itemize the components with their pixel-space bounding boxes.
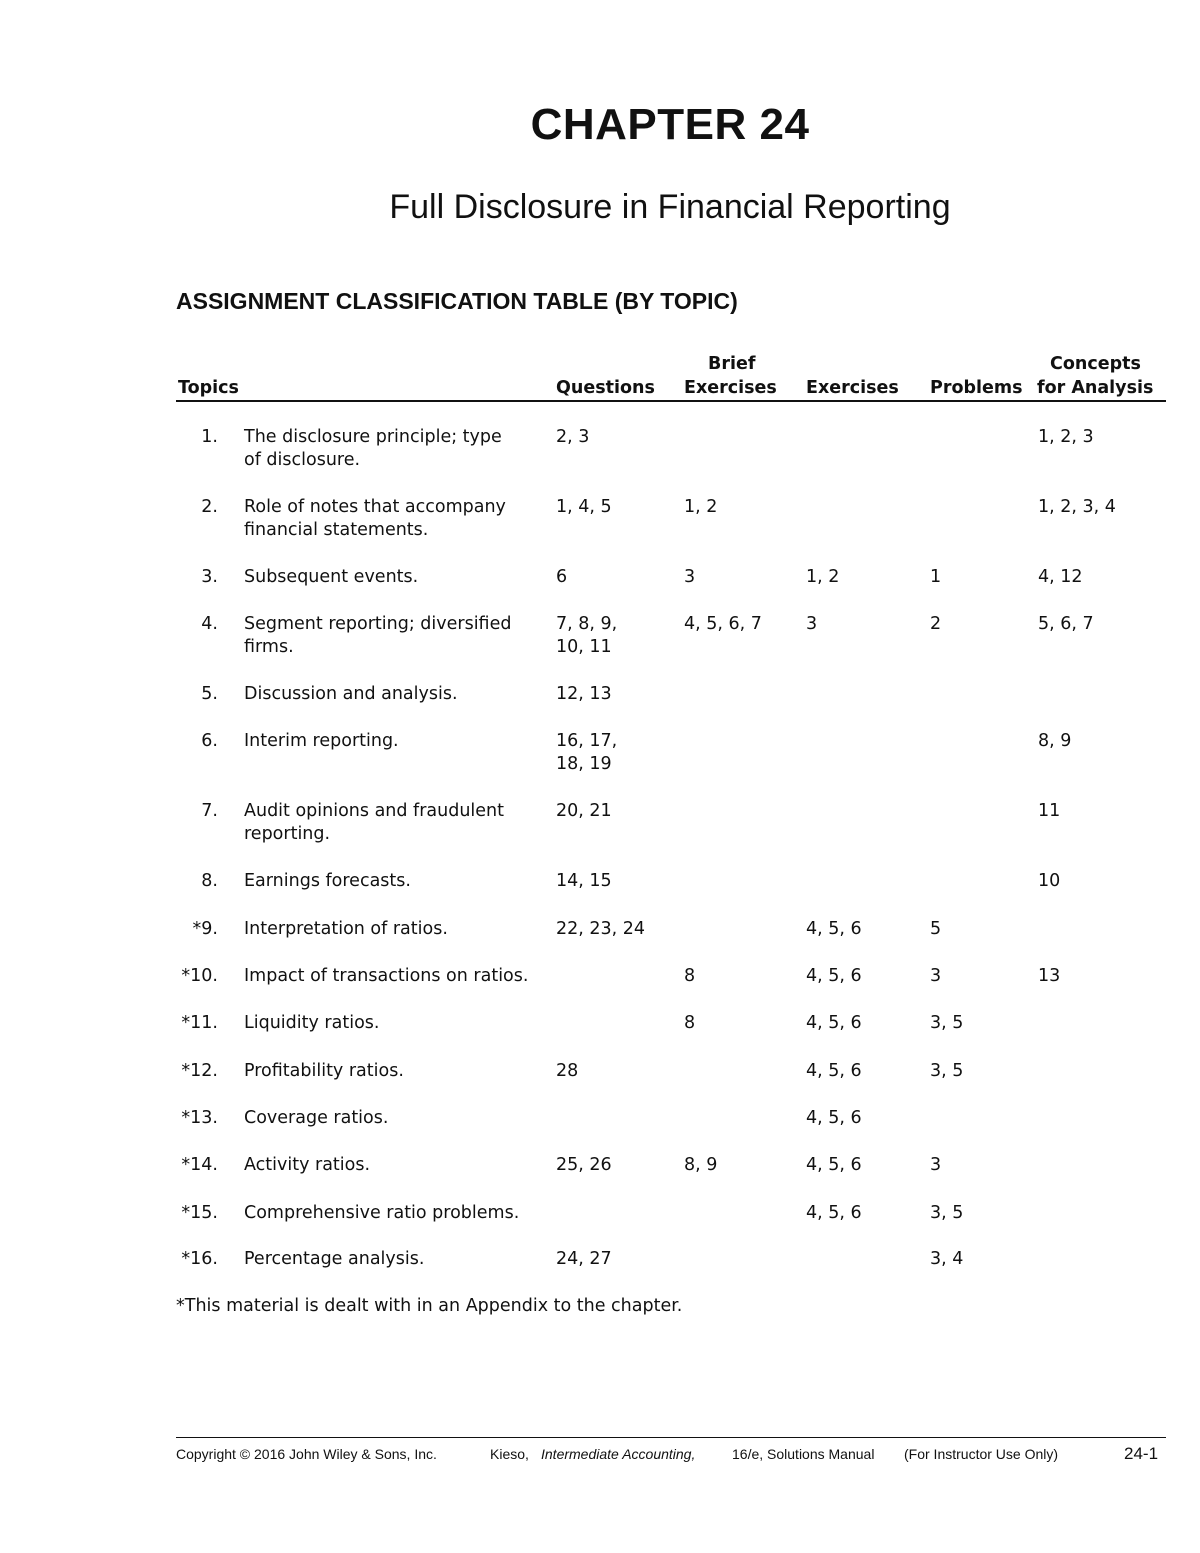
footer-rule (176, 1437, 1166, 1438)
row-topic: Activity ratios. (244, 1155, 371, 1175)
chapter-title: CHAPTER 24 (530, 100, 810, 149)
header-questions: Questions (556, 378, 655, 398)
row-number: *15. (181, 1203, 218, 1223)
row-exercises: 4, 5, 6 (806, 919, 862, 939)
row-topic: Liquidity ratios. (244, 1013, 380, 1033)
chapter-subtitle: Full Disclosure in Financial Reporting (389, 188, 951, 226)
row-topic: Impact of transactions on ratios. (244, 966, 529, 986)
row-number: 3. (201, 567, 218, 587)
row-questions: 25, 26 (556, 1155, 612, 1175)
row-problems: 1 (930, 567, 942, 587)
row-number: 5. (201, 684, 218, 704)
row-questions: 14, 15 (556, 871, 612, 891)
row-topic: Role of notes that accompany financial statements. (244, 497, 506, 540)
row-problems: 3, 4 (930, 1249, 964, 1269)
row-questions: 1, 4, 5 (556, 497, 612, 517)
header-exercises: Exercises (806, 378, 899, 398)
row-concepts: 1, 2, 3, 4 (1038, 497, 1116, 517)
row-topic: Profitability ratios. (244, 1061, 404, 1081)
row-exercises: 1, 2 (806, 567, 840, 587)
row-number: *11. (181, 1013, 218, 1033)
row-questions: 7, 8, 9, 10, 11 (556, 614, 618, 657)
row-number: *12. (181, 1061, 218, 1081)
row-number: 4. (201, 614, 218, 634)
row-exercises: 4, 5, 6 (806, 1203, 862, 1223)
row-problems: 3 (930, 1155, 942, 1175)
page-footer (176, 1446, 1166, 1466)
row-brief-exercises: 8, 9 (684, 1155, 718, 1175)
row-questions: 12, 13 (556, 684, 612, 704)
row-topic: Interpretation of ratios. (244, 919, 448, 939)
row-exercises: 3 (806, 614, 818, 634)
row-exercises: 4, 5, 6 (806, 966, 862, 986)
row-concepts: 4, 12 (1038, 567, 1083, 587)
footer-usage: (For Instructor Use Only) (904, 1446, 1059, 1462)
row-topic: The disclosure principle; type of disclosure. (244, 427, 502, 470)
row-number: 6. (201, 731, 218, 751)
row-concepts: 13 (1038, 966, 1061, 986)
row-topic: Segment reporting; diversified firms. (244, 614, 512, 657)
footer-book-title: Intermediate Accounting, (541, 1446, 696, 1462)
row-problems: 3, 5 (930, 1013, 964, 1033)
row-questions: 16, 17, 18, 19 (556, 731, 618, 774)
row-exercises: 4, 5, 6 (806, 1061, 862, 1081)
row-topic: Discussion and analysis. (244, 684, 458, 704)
row-problems: 3, 5 (930, 1203, 964, 1223)
header-brief-line1: Brief (708, 354, 756, 374)
row-exercises: 4, 5, 6 (806, 1108, 862, 1128)
row-number: *13. (181, 1108, 218, 1128)
row-topic: Earnings forecasts. (244, 871, 411, 891)
row-number: *9. (192, 919, 218, 939)
row-brief-exercises: 1, 2 (684, 497, 718, 517)
row-problems: 2 (930, 614, 942, 634)
row-topic: Audit opinions and fraudulent reporting. (244, 801, 505, 844)
footer-author: Kieso, (490, 1446, 529, 1462)
row-questions: 6 (556, 567, 568, 587)
row-number: 1. (201, 427, 218, 447)
header-topics: Topics (178, 378, 239, 398)
row-problems: 3, 5 (930, 1061, 964, 1081)
row-brief-exercises: 3 (684, 567, 696, 587)
row-exercises: 4, 5, 6 (806, 1013, 862, 1033)
row-concepts: 11 (1038, 801, 1061, 821)
row-questions: 24, 27 (556, 1249, 612, 1269)
header-brief-line2: Exercises (684, 378, 777, 398)
row-questions: 2, 3 (556, 427, 590, 447)
row-concepts: 10 (1038, 871, 1061, 891)
row-topic: Percentage analysis. (244, 1249, 425, 1269)
row-exercises: 4, 5, 6 (806, 1155, 862, 1175)
header-concepts-line1: Concepts (1050, 354, 1141, 374)
footnote: *This material is dealt with in an Appendix to the chapter. (176, 1296, 683, 1316)
page-number: 24-1 (1124, 1444, 1159, 1463)
row-questions: 20, 21 (556, 801, 612, 821)
row-problems: 5 (930, 919, 942, 939)
row-number: *14. (181, 1155, 218, 1175)
header-concepts-line2: for Analysis (1037, 378, 1154, 398)
section-heading: ASSIGNMENT CLASSIFICATION TABLE (BY TOPIC) (176, 288, 738, 314)
row-number: 2. (201, 497, 218, 517)
row-concepts: 5, 6, 7 (1038, 614, 1094, 634)
row-questions: 22, 23, 24 (556, 919, 646, 939)
footer-copyright: Copyright © 2016 John Wiley & Sons, Inc. (176, 1446, 437, 1462)
row-brief-exercises: 4, 5, 6, 7 (684, 614, 762, 634)
row-questions: 28 (556, 1061, 579, 1081)
row-topic: Comprehensive ratio problems. (244, 1203, 520, 1223)
row-brief-exercises: 8 (684, 1013, 696, 1033)
row-topic: Subsequent events. (244, 567, 419, 587)
row-number: 7. (201, 801, 218, 821)
row-topic: Coverage ratios. (244, 1108, 389, 1128)
row-problems: 3 (930, 966, 942, 986)
row-concepts: 1, 2, 3 (1038, 427, 1094, 447)
row-number: *16. (181, 1249, 218, 1269)
row-number: 8. (201, 871, 218, 891)
header-problems: Problems (930, 378, 1023, 398)
row-number: *10. (181, 966, 218, 986)
row-topic: Interim reporting. (244, 731, 399, 751)
row-concepts: 8, 9 (1038, 731, 1072, 751)
table-header (176, 350, 1166, 402)
footer-edition: 16/e, Solutions Manual (732, 1446, 875, 1462)
row-brief-exercises: 8 (684, 966, 696, 986)
